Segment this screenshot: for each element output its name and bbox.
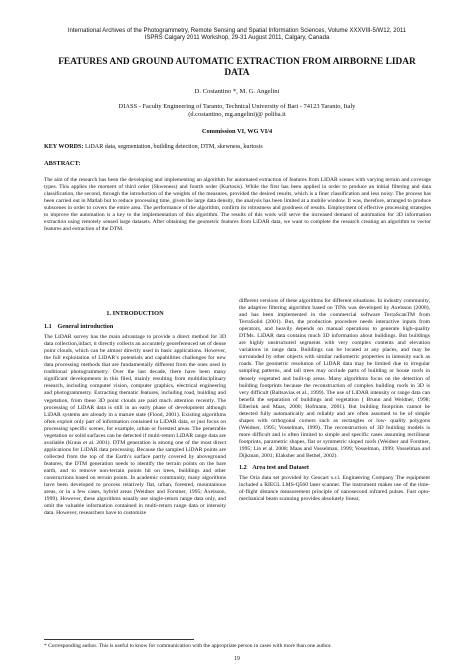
keywords (44, 144, 431, 150)
paper-title: FEATURES AND GROUND AUTOMATIC EXTRACTION FROM AIRBORNE LIDAR DATA (58, 57, 416, 78)
subsection-heading-1-1 (44, 323, 226, 330)
paragraph: different versions of these algorithms for different situations. In industry community, the adaptive filtering algorithm based on TINs was developed by Axelsson (2000), and has been implemented in the commercial software TerraScanTM from TerraSolid (2001). But, the production procedure needs interactive inputs from operators, and heavily depends on manual operations to generate high-quality DTMs. LiDAR data contains much 3D information about buildings. But buildings are highly unstructured segments with very complex contents and elevation variations in range data. Buildings can be located at any places, and may be surrounded by other objects with similar radiometric properties in intensity such as roads. The geometric resolution of LiDAR data may be limited due to irregular sampling patterns, and tall trees may occlude parts of building or house roofs in densely vegetated and built-up areas. Many algorithms focus on the detection of building footprints because the reconstruction of complex building roofs in 3D is very difficult (Baltsavias et al., 1999). The use of LiDAR intensity or range data can benefit the separation of buildings and vegetation ( Brunn and Weidner, 1998; Elberink and Maas, 2000; Hofmann, 2001). But building footprints cannot be detected fully automatically and reliably and are often assumed to be of simple shapes with orthogonal corners such as rectangles or low- quality polygons (Weidner, 1995; Vosselman, 1999). The reconstruction of 3D building models is more difficult and is often limited to simple and specific cases assuming rectilinear footprints, parametric shapes, flat or symmetric sloped roofs (Weidner and Forstner, 1995; Lin et al. 2008; Maas and Vosselman, 1999; Vosselman, 1999; Vosselman and Dijkman, 2001; Elaksher and Bethel, 2002). (239, 298, 430, 460)
subsection-title: General introduction (57, 323, 114, 331)
header-line-1: International Archives of the Photogrammetry, Remote Sensing and Spatial Information Sciences, Volume XXXVIII-5/W12, 2011 (67, 28, 407, 34)
keywords-text: LiDAR data, segmentation, building detection, DTM, skewness, kurtosis (83, 144, 263, 150)
abstract-heading: ABSTRACT: (44, 160, 81, 167)
subsection-title: Area test and Dataset (252, 464, 309, 472)
header-line-2: ISPRS Calgary 2011 Workshop, 29-31 August 2011, Calgary, Canada (144, 35, 330, 42)
left-column (44, 308, 226, 521)
subsection-number: 1.1 (44, 323, 52, 331)
abstract-text: The aim of the research has been the developing and implementing an algorithm for automated extraction of features from LIDAR scenes with varying terrain and coverage types. This applies the moment of third order (Skweness) and fourth order (Kurtosis). While the first has been applied in order to produce an initial filtering and data classification, the second, through the introduction of the weights of the measures, provided the desired results, which is a finer classification and less noisy. The process has been carried out in Matlab but to reduce processing time, given the large data density, the analysis has been limited at a mobile window. It was, therefore, arranged to produce subscenes in order to covers the entire area. The performance of the algorithm, confirm its robustness and goodness of results. Employment of effective processing strategies to improve the automation is a key to the implementation of this algorithm. The results of this work will serve the increased demand of automation for 3D information extraction using remotely sensed large datasets. After obtaining the geometric features from LiDAR data, we want to complete the research creating an algorithm to vector features and extraction of the DTM. (44, 177, 431, 233)
keywords-label: KEY WORDS: (44, 144, 84, 150)
affiliation (0, 103, 474, 120)
commission: Commission VI, WG VI/4 (201, 128, 273, 135)
paragraph: The LiDAR survey has the main advantage to provide a direct method for 3D data collection,infact, it directly collects an accurately georeferenced set of dense point clouds, which can be almost directly used in basic applications. However, the full exploitation of LiDAR’s potentials and capabilities challenges for new data processing methods that are fundamentally different from the ones used in traditional photogrammetry. Over the last decade, there have been many significant developments in this filed, mainly resulting from multidisciplinary research, including computer vision, computer graphics, electrical engineering and photogrammetry. Extracting thematic features, including road, building and vegetation, from these 3D point clouds are paid much attention recently. The processing of LiDAR data is still in an early phase of development although LiDAR systems are already in a mature state (Flood, 2001). Existing algorithms often exploit only part of information contained in LiDAR data, or just focus on processing specific scenes, for example, urban or forested areas. The penetrable vegetation or solid surfaces can be detected if multi-return LiDAR range data are available (Kraus et al. 2001). DTM generation is among one of the most direct applications for LiDAR data processing. Because the sampled LiDAR points are collected from the top of the Earth’s surface partly covered by aboveground features, the DTM generation needs to identify the terrain points on the bare earth, and to remove non-terrain points hit on trees, buildings and other constructions based on terrain points. In academic community, many algorithms have been developed to process relatively flat, urban, forested, mountainous areas, or in a few cases, hybrid areas (Weidner and Forstner, 1995; Axelsson, 1999). However, these algorithms usually use single-return range data only, and omit the valuable information contained in multi-return range data or intensity data. However, researchers have to customize (44, 334, 226, 517)
right-column (239, 298, 430, 507)
paragraph: The Oria data set provided by Geocart s.r.l. Engineering Company The equipment included a RIEGL LMS-Q560 laser scanner. The instrument makes use of the time-of-flight distance measurement principle of nanosecond infrared pulses. Fast opto-mechanical beam scanning provides absolutely linear, (239, 475, 430, 503)
section-heading-introduction: 1. INTRODUCTION (106, 310, 164, 317)
footnote-divider (44, 639, 194, 640)
subsection-heading-1-2 (239, 464, 430, 471)
page-number: 19 (234, 656, 240, 662)
affiliation-line-1: DIASS - Faculty Engineering of Taranto, Technical University of Bari - 74123 Taranto, Italy (118, 103, 356, 110)
affiliation-email: (d.costantino, mg.angelini)@ poliba.it (188, 111, 286, 119)
footnote: * Corresponding author. This is useful to know for communication with the appropriate person in cases with more than one author. (44, 643, 332, 649)
running-header (30, 28, 444, 43)
subsection-number: 1.2 (239, 464, 247, 472)
authors: D. Costantino *, M. G. Angelini (194, 88, 280, 95)
